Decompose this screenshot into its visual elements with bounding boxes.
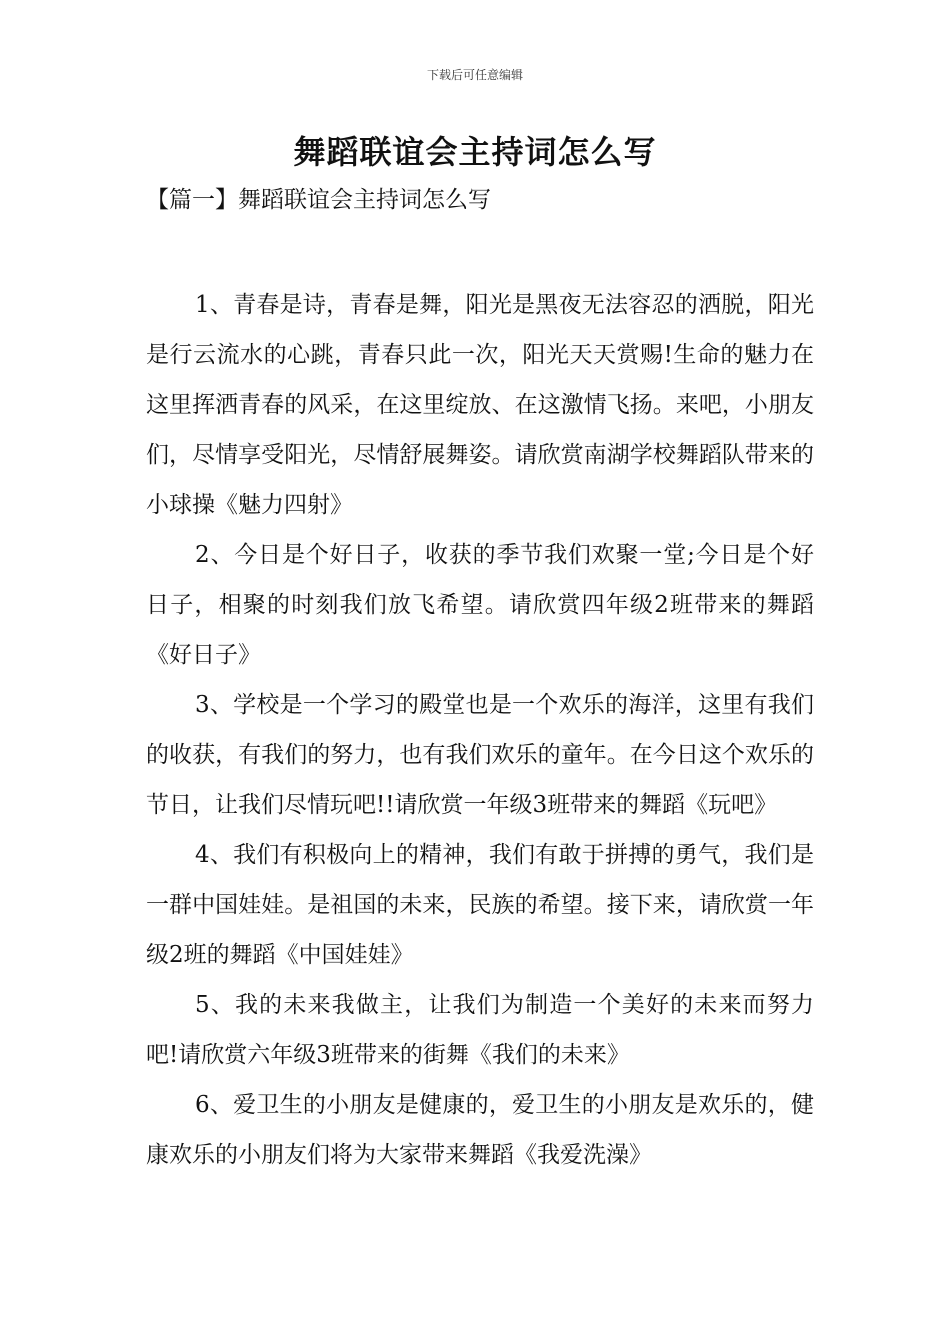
document-title: 舞蹈联谊会主持词怎么写	[293, 133, 657, 171]
body-text	[146, 280, 814, 1180]
paragraph-4: 4、我们有积极向上的精神，我们有敢于拼搏的勇气，我们是一群中国娃娃。是祖国的未来，民族的希望。接下来，请欣赏一年级2班的舞蹈《中国娃娃》	[146, 842, 814, 968]
header-note: 下载后可任意编辑	[426, 68, 523, 82]
section-heading: 【篇一】舞蹈联谊会主持词怎么写	[146, 187, 491, 213]
paragraph-1: 1、青春是诗，青春是舞，阳光是黑夜无法容忍的洒脱，阳光是行云流水的心跳，青春只此一次，阳光天天赏赐!生命的魅力在这里挥洒青春的风采，在这里绽放、在这激情飞扬。来吧，小朋友们，尽情享受阳光，尽情舒展舞姿。请欣赏南湖学校舞蹈队带来的小球操《魅力四射》	[146, 292, 814, 518]
paragraph-6: 6、爱卫生的小朋友是健康的，爱卫生的小朋友是欢乐的，健康欢乐的小朋友们将为大家带来舞蹈《我爱洗澡》	[146, 1092, 814, 1168]
paragraph-5: 5、我的未来我做主，让我们为制造一个美好的未来而努力吧!请欣赏六年级3班带来的街舞《我们的未来》	[146, 992, 814, 1068]
paragraph-3: 3、学校是一个学习的殿堂也是一个欢乐的海洋，这里有我们的收获，有我们的努力，也有我们欢乐的童年。在今日这个欢乐的节日，让我们尽情玩吧!!请欣赏一年级3班带来的舞蹈《玩吧》	[146, 692, 814, 818]
paragraph-2: 2、今日是个好日子，收获的季节我们欢聚一堂;今日是个好日子，相聚的时刻我们放飞希望。请欣赏四年级2班带来的舞蹈《好日子》	[146, 542, 814, 668]
